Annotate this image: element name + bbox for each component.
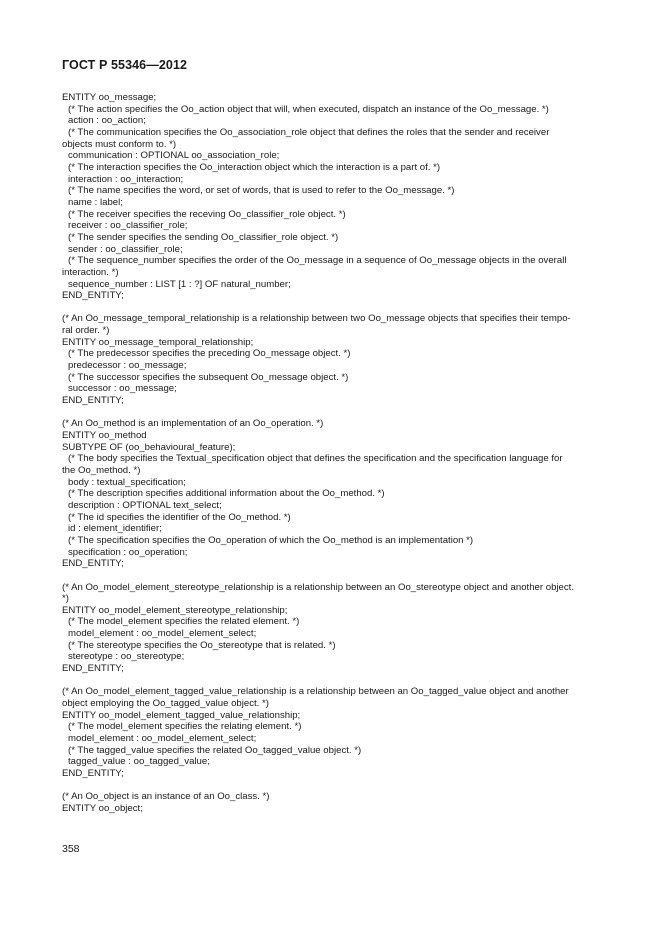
- text-line: (* The model_element specifies the related element. *): [68, 616, 300, 628]
- text-line: sender : oo_classifier_role;: [68, 243, 183, 255]
- blank-line: [62, 675, 602, 687]
- text-line: *): [62, 593, 69, 605]
- text-line: the Oo_method. *): [62, 464, 141, 476]
- text-line: tagged_value : oo_tagged_value;: [68, 756, 210, 768]
- document-body: [62, 92, 602, 815]
- text-line: (* The tagged_value specifies the related Oo_tagged_value object. *): [68, 744, 362, 756]
- text-line: END_ENTITY;: [62, 395, 124, 407]
- text-line: (* The communication specifies the Oo_association_role object that defines the roles that the sender and receiver: [68, 126, 550, 138]
- text-line: model_element : oo_model_element_select;: [68, 733, 257, 745]
- blank-line: [62, 570, 602, 582]
- text-line: (* An Oo_message_temporal_relationship is a relationship between two Oo_message objects that specifies their tempo-: [62, 313, 571, 325]
- text-line: END_ENTITY;: [62, 558, 124, 570]
- text-line: (* The id specifies the identifier of the Oo_method. *): [68, 511, 291, 523]
- blank-line: [62, 407, 602, 419]
- text-line: object employing the Oo_tagged_value object. *): [62, 698, 269, 710]
- text-line: (* The interaction specifies the Oo_interaction object which the interaction is a part of. *): [68, 161, 441, 173]
- text-line: ENTITY oo_model_element_stereotype_relationship;: [62, 604, 288, 616]
- text-line: predecessor : oo_message;: [68, 360, 187, 372]
- text-line: END_ENTITY;: [62, 663, 124, 675]
- text-line: interaction. *): [62, 266, 119, 278]
- text-line: SUBTYPE OF (oo_behavioural_feature);: [62, 441, 236, 453]
- text-line: sequence_number : LIST [1 : ?] OF natural_number;: [68, 278, 291, 290]
- text-line: (* The body specifies the Textual_specification object that defines the specification and the specification language for: [68, 453, 563, 465]
- text-line: (* An Oo_method is an implementation of an Oo_operation. *): [62, 418, 324, 430]
- text-line: (* The successor specifies the subsequent Oo_message object. *): [68, 371, 349, 383]
- page-number: 358: [62, 843, 80, 855]
- text-line: (* The specification specifies the Oo_operation of which the Oo_method is an implementation *): [68, 534, 474, 546]
- text-line: ral order. *): [62, 325, 110, 337]
- blank-line: [62, 302, 602, 314]
- text-line: ENTITY oo_object;: [62, 802, 143, 814]
- text-line: successor : oo_message;: [68, 383, 177, 395]
- text-line: communication : OPTIONAL oo_association_role;: [68, 150, 280, 162]
- text-line: ENTITY oo_message;: [62, 92, 157, 103]
- text-line: END_ENTITY;: [62, 290, 124, 302]
- text-line: ENTITY oo_message_temporal_relationship;: [62, 336, 254, 348]
- text-line: (* The model_element specifies the relating element. *): [68, 721, 302, 733]
- text-line: (* The sequence_number specifies the order of the Oo_message in a sequence of Oo_message objects in the overall: [68, 255, 567, 267]
- text-line: (* The receiver specifies the receving Oo_classifier_role object. *): [68, 208, 346, 220]
- page-header-title: ГОСТ Р 55346—2012: [62, 58, 188, 72]
- text-line: interaction : oo_interaction;: [68, 173, 184, 185]
- text-line: stereotype : oo_stereotype;: [68, 651, 185, 663]
- text-line: name : label;: [68, 196, 123, 208]
- text-line: description : OPTIONAL text_select;: [68, 499, 222, 511]
- text-line: ENTITY oo_method: [62, 430, 147, 441]
- text-line: model_element : oo_model_element_select;: [68, 628, 257, 640]
- text-line: ENTITY oo_model_element_tagged_value_relationship;: [62, 709, 301, 721]
- text-line: receiver : oo_classifier_role;: [68, 220, 188, 232]
- text-line: id : element_identifier;: [68, 523, 162, 535]
- blank-line: [62, 780, 602, 792]
- text-line: specification : oo_operation;: [68, 546, 188, 558]
- text-line: body : textual_specification;: [68, 476, 186, 488]
- text-line: (* The action specifies the Oo_action object that will, when executed, dispatch an instance of the Oo_message. *): [68, 103, 549, 115]
- text-line: (* The description specifies additional information about the Oo_method. *): [68, 488, 385, 500]
- text-line: (* The sender specifies the sending Oo_classifier_role object. *): [68, 231, 339, 243]
- text-line: END_ENTITY;: [62, 768, 124, 779]
- text-line: (* An Oo_model_element_tagged_value_relationship is a relationship between an Oo_tagged_value object and another: [62, 686, 569, 698]
- text-line: (* An Oo_object is an instance of an Oo_class. *): [62, 791, 270, 803]
- text-line: action : oo_action;: [68, 115, 146, 127]
- text-line: objects must conform to. *): [62, 138, 177, 150]
- text-line: (* An Oo_model_element_stereotype_relationship is a relationship between an Oo_stereotype object and another object.: [62, 581, 574, 593]
- text-line: (* The name specifies the word, or set of words, that is used to refer to the Oo_message. *): [68, 185, 455, 197]
- text-line: (* The predecessor specifies the preceding Oo_message object. *): [68, 348, 351, 360]
- text-line: (* The stereotype specifies the Oo_stereotype that is related. *): [68, 639, 336, 651]
